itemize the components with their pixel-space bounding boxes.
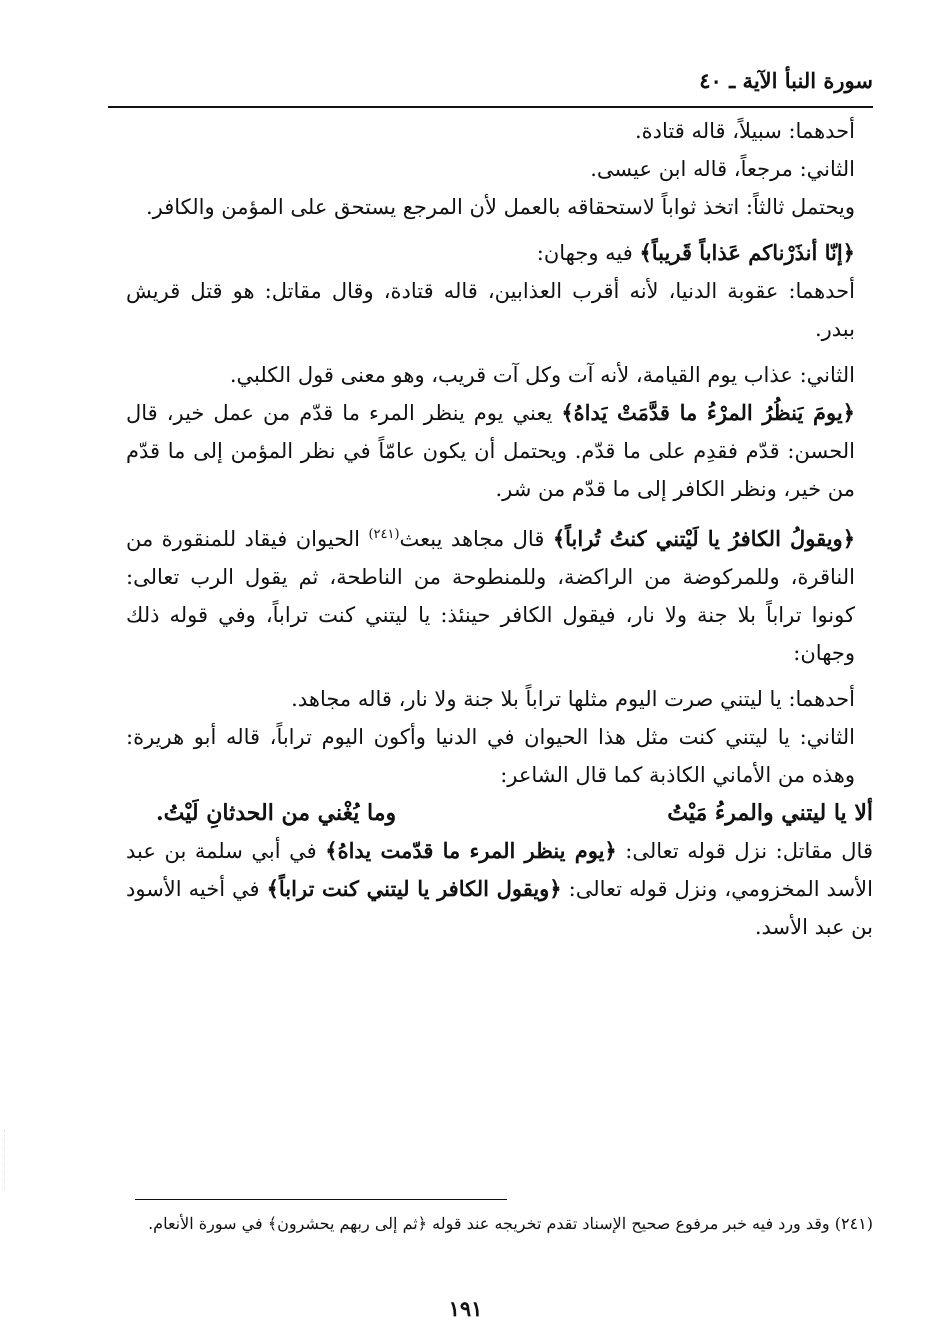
quran-quote: ﴿ويقولُ الكافرُ يا لَيْتني كنتُ تُراباً﴾ xyxy=(552,526,856,551)
footnote-divider xyxy=(135,1199,507,1200)
quran-quote: ﴿يوم ينظر المرء ما قدّمت يداهُ﴾ xyxy=(325,838,617,863)
scan-artifact xyxy=(4,1130,7,1190)
paragraph: أحدهما: يا ليتني صرت اليوم مثلها تراباً بلا جنة ولا نار، قاله مجاهد. xyxy=(291,687,855,711)
paragraph xyxy=(126,394,873,508)
quran-quote: ﴿إنّا أنذَرْناكم عَذاباً قَريباً﴾ xyxy=(639,240,855,265)
text-run: في أخيه الأسود بن عبد الأسد. xyxy=(126,877,873,939)
quran-quote: ﴿ويقول الكافر يا ليتني كنت تراباً﴾ xyxy=(266,876,562,901)
paragraph xyxy=(126,832,873,946)
text-run: وقد ورد فيه خبر مرفوع صحيح الإسناد تقدم تخريجه عند قوله ﴿ثم إلى ربهم يحشرون﴾ في سورة الأنعام. xyxy=(148,1214,835,1233)
paragraph: الثاني: عذاب يوم القيامة، لأنه آت وكل آت قريب، وهو معنى قول الكلبي. xyxy=(229,363,855,387)
footnote xyxy=(134,1210,873,1238)
text-run: فيه وجهان: xyxy=(536,241,640,265)
paragraph: أحدهما: عقوبة الدنيا، لأنه أقرب العذابين، قاله قتادة، وقال مقاتل: هو قتل قريش ببدر. xyxy=(126,279,855,341)
page-number: ١٩١ xyxy=(448,1296,483,1321)
paragraph: الثاني: مرجعاً، قاله ابن عيسى. xyxy=(590,157,855,181)
running-header xyxy=(108,66,873,108)
paragraph xyxy=(126,516,873,672)
footnote-text xyxy=(134,1210,873,1238)
footnote-number: (٢٤١) xyxy=(834,1214,873,1233)
poetry-verse xyxy=(126,794,873,832)
main-text xyxy=(126,112,873,946)
text-run: في أبي سلمة بن عبد الأسد المخزومي، ونزل قوله تعالى: xyxy=(126,839,873,901)
footnote-ref[interactable]: (٢٤١) xyxy=(368,527,400,542)
paragraph xyxy=(126,234,873,272)
quran-quote: ﴿يومَ يَنظُرُ المرْءُ ما قدَّمَتْ يَداهُ﴾ xyxy=(561,400,855,425)
text-run: قال مقاتل: نزل قوله تعالى: xyxy=(616,839,873,863)
text-run: الحيوان فيقاد للمنقورة من الناقرة، وللمركوضة من الراكضة، وللمنطوحة من الناطحة، ثم يقول الرب تعالى: كونوا تراباً بلا جنة ولا نار، فيقول الكافر حينئذ: يا ليتني كنت تراباً، وفي قوله ذلك وجهان: xyxy=(126,527,855,665)
verse-hemistich: ألا يا ليتني والمرءُ مَيْتُ xyxy=(667,800,873,826)
text-run: يعني يوم ينظر المرء ما قدّم من عمل خير، قال الحسن: قدّم فقدِم على ما قدّم. ويحتمل أن يكون عامّاً في نظر المؤمن إلى ما قدّم من خير، ونظر الكافر إلى ما قدّم من شر. xyxy=(126,401,855,501)
header-title: سورة النبأ الآية ـ ٤٠ xyxy=(699,68,873,93)
text-run: قال مجاهد يبعث xyxy=(399,527,553,551)
paragraph: ويحتمل ثالثاً: اتخذ ثواباً لاستحقاقه بالعمل لأن المرجع يستحق على المؤمن والكافر. xyxy=(145,195,855,219)
paragraph: الثاني: يا ليتني كنت مثل هذا الحيوان في الدنيا وأكون اليوم تراباً، قاله أبو هريرة: وهذه من الأماني الكاذبة كما قال الشاعر: xyxy=(126,725,855,787)
paragraph: أحدهما: سبيلاً، قاله قتادة. xyxy=(634,119,855,143)
verse-hemistich: وما يُغْني من الحدثانِ لَيْتُ. xyxy=(156,800,397,826)
